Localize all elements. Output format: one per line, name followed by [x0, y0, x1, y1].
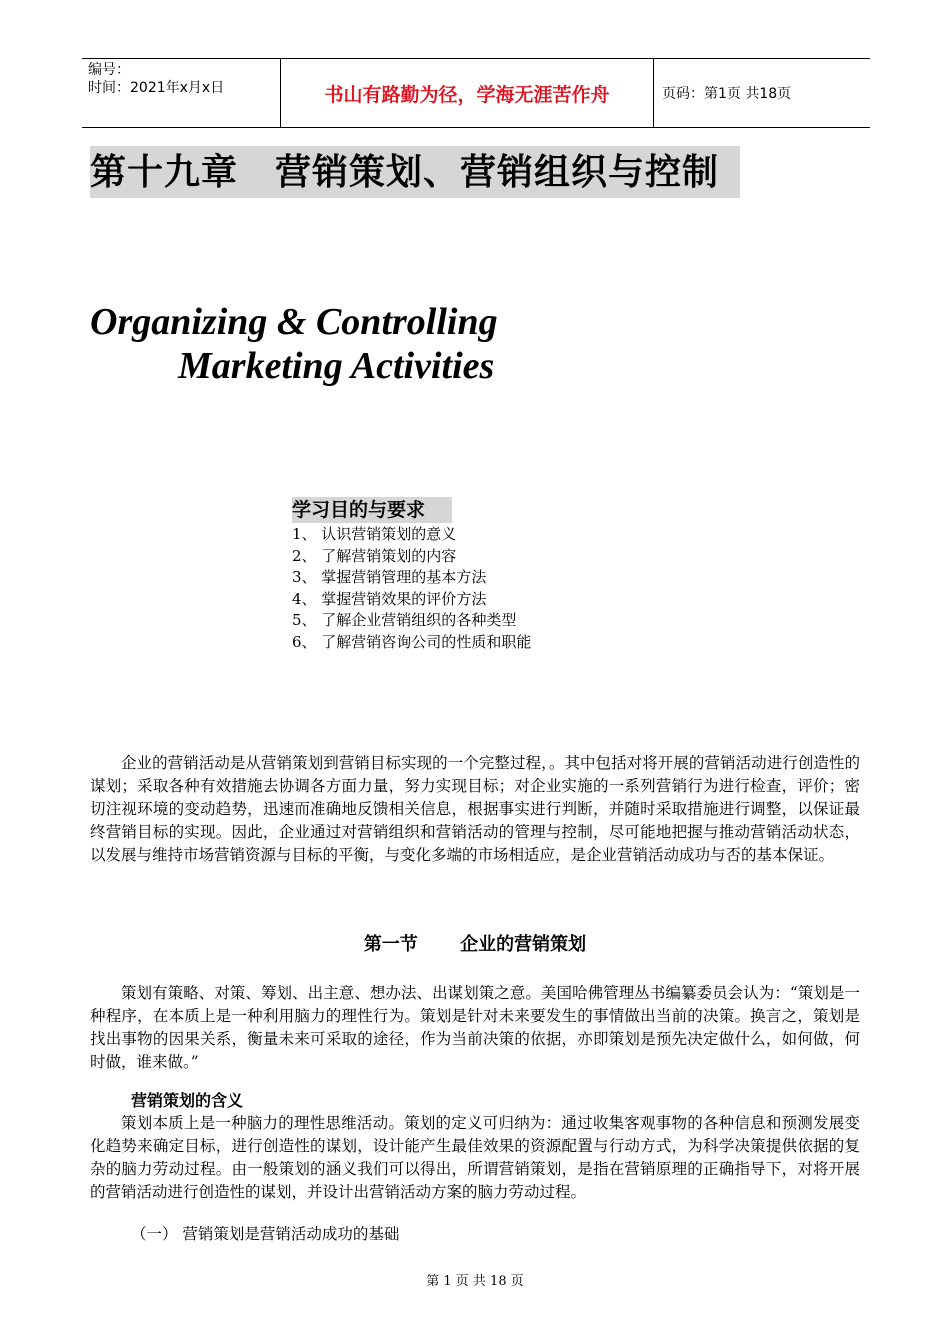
- chapter-title: 第十九章 营销策划、营销组织与控制: [90, 146, 740, 198]
- objectives-heading: 学习目的与要求: [292, 497, 452, 523]
- objective-item: 1、 认识营销策划的意义: [292, 525, 457, 543]
- document-time-label: 时间：2021年x月x日: [88, 80, 225, 96]
- subsection-heading: 营销策划的含义: [131, 1091, 244, 1110]
- english-title-line1: Organizing & Controlling: [90, 301, 498, 343]
- header-meta: [82, 59, 281, 127]
- subsection-item: （一） 营销策划是营销活动成功的基础: [131, 1225, 400, 1243]
- header-motto: 书山有路勤为径，学海无涯苦作舟: [281, 59, 654, 127]
- objective-item: 5、 了解企业营销组织的各种类型: [292, 611, 517, 629]
- subsection-paragraph: 策划本质上是一种脑力的理性思维活动。策划的定义可归纳为：通过收集客观事物的各种信息和预测发展变化趋势来确定目标，进行创造性的谋划，设计能产生最佳效果的资源配置与行动方式，为科学决策提供依据的复杂的脑力劳动过程。由一般策划的涵义我们可以得出，所谓营销策划，是指在营销原理的正确指导下，对将开展的营销活动进行创造性的谋划，并设计出营销活动方案的脑力劳动过程。: [90, 1114, 860, 1201]
- english-title-line2: Marketing Activities: [178, 345, 495, 387]
- section-paragraph: 策划有策略、对策、筹划、出主意、想办法、出谋划策之意。美国哈佛管理丛书编纂委员会认为：“策划是一种程序，在本质上是一种利用脑力的理性行为。策划是针对未来要发生的事情做出当前的决策。换言之，策划是找出事物的因果关系，衡量未来可采取的途径，作为当前决策的依据，亦即策划是预先决定做什么，如何做，何时做，谁来做。”: [90, 984, 860, 1071]
- page-footer: 第 1 页 共 18 页: [426, 1274, 524, 1289]
- objectives-list: [292, 524, 531, 653]
- section-title: 第一节 企业的营销策划: [363, 934, 587, 955]
- objective-item: 3、 掌握营销管理的基本方法: [292, 568, 487, 586]
- objective-item: 6、 了解营销咨询公司的性质和职能: [292, 632, 532, 651]
- objective-item: 2、 了解营销策划的内容: [292, 546, 457, 565]
- document-number-label: 编号：: [88, 62, 130, 78]
- english-title: [90, 300, 498, 388]
- header-page-label: 页码：第1页 共18页: [662, 86, 792, 102]
- page-header: [82, 58, 870, 128]
- intro-paragraph: 企业的营销活动是从营销策划到营销目标实现的一个完整过程，。其中包括对将开展的营销活动进行创造性的谋划；采取各种有效措施去协调各方面力量，努力实现目标；对企业实施的一系列营销行为进行检查，评价；密切注视环境的变动趋势，迅速而准确地反馈相关信息，根据事实进行判断，并随时采取措施进行调整，以保证最终营销目标的实现。因此，企业通过对营销组织和营销活动的管理与控制，尽可能地把握与推动营销活动状态，以发展与维持市场营销资源与目标的平衡，与变化多端的市场相适应，是企业营销活动成功与否的基本保证。: [90, 754, 860, 864]
- objective-item: 4、 掌握营销效果的评价方法: [292, 589, 487, 608]
